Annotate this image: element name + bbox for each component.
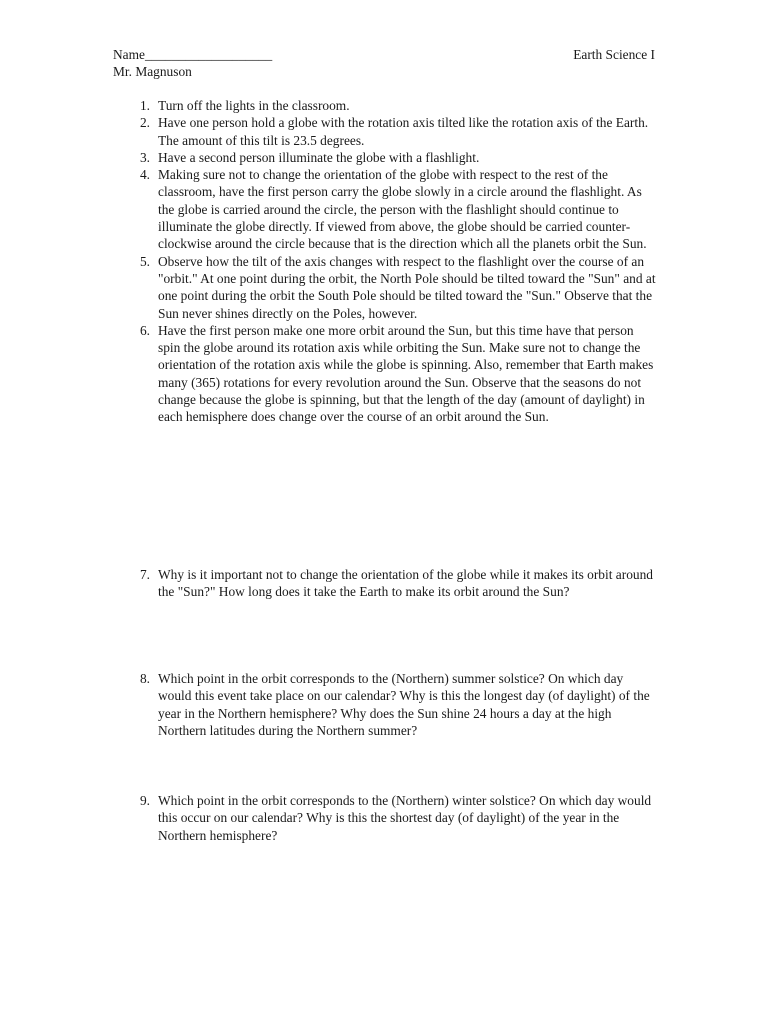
step-number: 1. [139,98,150,113]
question-number: 7. [139,567,150,582]
step-number: 5. [139,253,150,269]
step-number: 3. [139,149,150,165]
header-right [573,46,655,63]
list-item [130,114,658,149]
step-text: Have the first person make one more orbit around the Sun, but this time have that person spin the globe around its rotation axis while orbiting the Sun. Make sure not to change the orientation of the rotation axis while the globe is spinning. Also, remember that Earth makes many (365) rotations for every revolution around the Sun. Observe that the seasons do not change because the globe is spinning, but that the length of the day (amount of daylight) in each hemisphere does change over the course of an orbit around the Sun. [158,322,654,425]
question-number: 8. [139,671,150,686]
question-text: Which point in the orbit corresponds to the (Northern) summer solstice? On which day would this event take place on our calendar? Why is this the longest day (of daylight) of the year in the Northern hemisphere? Why does the Sun shine 24 hours a day at the high Northern latitudes during the Northern summer? [158,671,650,738]
question-8 [130,670,658,739]
step-number: 2. [139,115,150,131]
step-text: Making sure not to change the orientation of the globe with respect to the rest of the classroom, have the first person carry the globe slowly in a circle around the flashlight. As the globe is carried around the circle, the person with the flashlight should continue to illuminate the globe directly. If viewed from above, the globe should be carried counter-clockwise around the circle because that is the direction which all the planets orbit the Sun. [158,167,647,252]
name-line: Name___________________ [113,47,273,62]
list-item [130,253,658,322]
list-item [130,166,658,252]
step-text: Have one person hold a globe with the rotation axis tilted like the rotation axis of the Earth. The amount of this tilt is 23.5 degrees. [158,115,649,148]
header-left [113,46,272,81]
step-text: Turn off the lights in the classroom. [158,98,350,113]
step-number: 4. [139,167,150,183]
step-number: 6. [139,322,150,338]
question-number: 9. [139,793,150,808]
list-item [130,97,658,114]
procedure-steps [130,97,658,426]
question-text: Why is it important not to change the orientation of the globe while it makes its orbit around the "Sun?" How long does it take the Earth to make its orbit around the Sun? [158,567,653,600]
step-text: Observe how the tilt of the axis changes with respect to the flashlight over the course of an "orbit." At one point during the orbit, the North Pole should be tilted toward the "Sun" and at one point during the orbit the South Pole should be tilted toward the "Sun." Observe that the Sun never shines directly on the Poles, however. [158,253,656,321]
step-text: Have a second person illuminate the globe with a flashlight. [158,149,480,165]
list-item [130,149,658,166]
list-item [130,670,658,739]
list-item [130,792,658,844]
teacher-name: Mr. Magnuson [113,64,192,80]
question-7 [130,566,658,601]
course-title: Earth Science I [573,47,655,62]
list-item [130,322,658,426]
question-9 [130,792,658,844]
question-text: Which point in the orbit corresponds to the (Northern) winter solstice? On which day would this occur on our calendar? Why is this the shortest day (of daylight) of the year in the Northern hemisphere? [158,793,652,843]
list-item [130,566,658,601]
